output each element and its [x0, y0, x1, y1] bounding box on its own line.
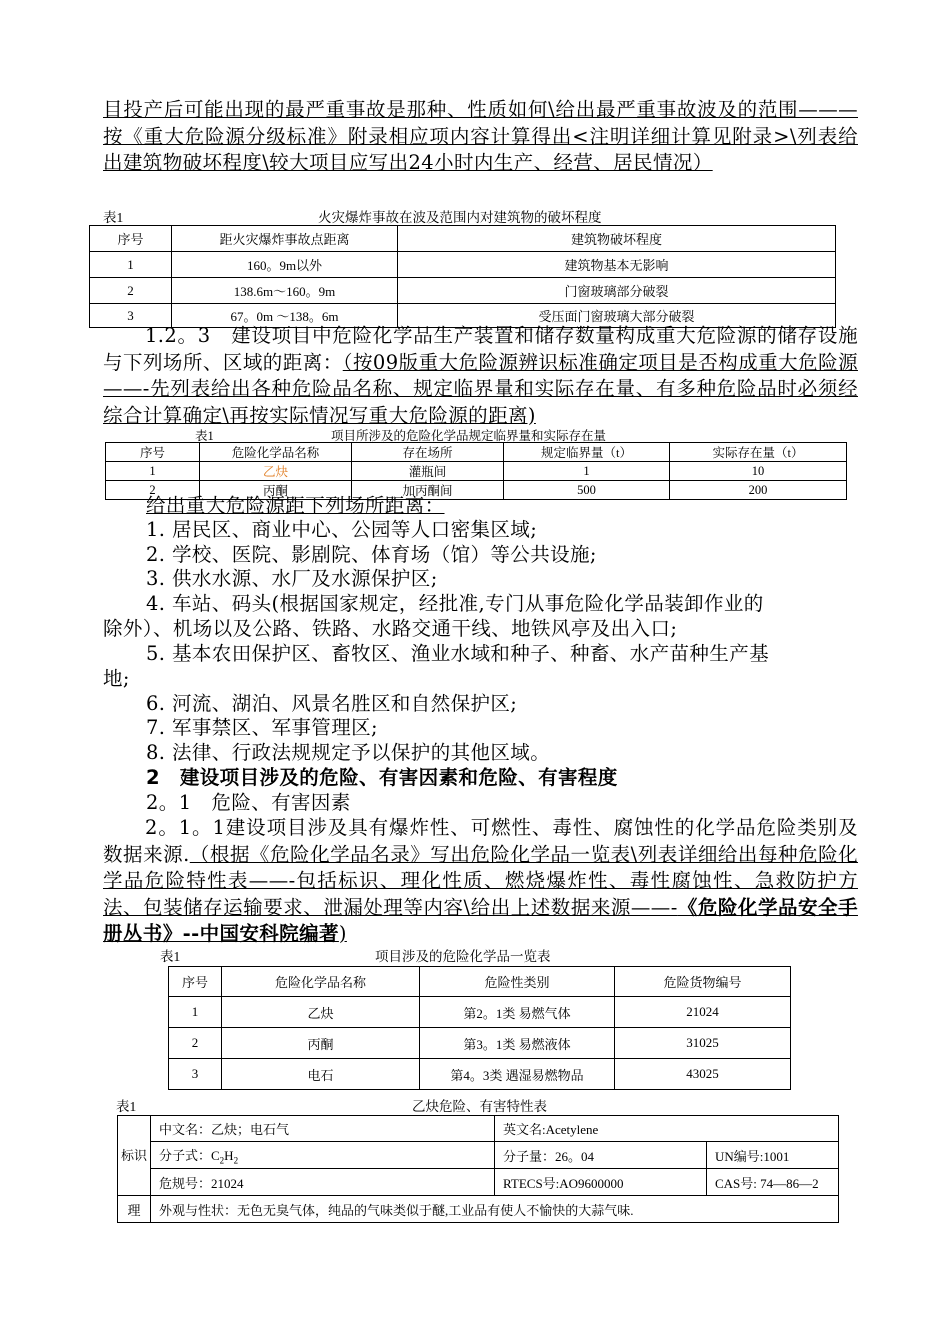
table-cell: 200 — [670, 481, 847, 500]
table-header-cell: 建筑物破坏程度 — [398, 226, 836, 252]
table-cell: 第2。1类 易燃气体 — [420, 997, 615, 1028]
table-header-cell: 序号 — [169, 967, 222, 997]
table4-title: 乙炔危险、有害特性表 — [412, 1099, 547, 1114]
section-2-1-1 — [103, 815, 858, 948]
table-cell: 3 — [90, 304, 172, 328]
table-header-cell: 存在场所 — [352, 443, 504, 462]
table-row — [106, 462, 847, 481]
table-cell: 建筑物基本无影响 — [398, 252, 836, 278]
table3 — [168, 966, 791, 1090]
table1-label: 表1 — [103, 210, 124, 225]
identity-group-cell: 标识 — [118, 1116, 151, 1196]
table-cell: 31025 — [615, 1028, 791, 1059]
table-header-row — [169, 967, 791, 997]
table-row — [90, 252, 836, 278]
rtecs-cell: RTECS号:AO9600000 — [495, 1169, 707, 1196]
table-header-cell: 距火灾爆炸事故点距离 — [172, 226, 398, 252]
table-header-cell: 序号 — [106, 443, 200, 462]
table-cell: 2 — [106, 481, 200, 500]
table-cell: 67。0m ～138。6m — [172, 304, 398, 328]
section-2-1-1-note: （根据《危险化学品名录》写出危险化学品一览表\列表详细给出每种危险化学品危险特性表——-包括标识、理化性质、燃烧爆炸性、毒性腐蚀性、急救防护方法、包装储存运输要求、泄漏处理等内容\给出上述数据来源——- — [103, 842, 859, 919]
table-row — [90, 278, 836, 304]
table-cell: 3 — [169, 1059, 222, 1090]
formula-text: 分子式：C — [159, 1147, 220, 1163]
table-cell: 43025 — [615, 1059, 791, 1090]
section-1-2-3 — [103, 323, 858, 429]
table-cell: 丙酮 — [222, 1028, 420, 1059]
table-cell: 乙炔 — [200, 462, 352, 481]
formula-cell — [151, 1142, 495, 1169]
table-header-cell: 危险化学品名称 — [222, 967, 420, 997]
section-2-1-1-source: 《危险化学品安全手册丛书》--中国安科院编著 — [103, 895, 858, 945]
list-item: 2. 学校、医院、影剧院、体育场（馆）等公共设施; — [146, 543, 597, 566]
table-header-cell: 实际存在量（t） — [670, 443, 847, 462]
table-row — [169, 997, 791, 1028]
formula-sub: 2 — [219, 1155, 225, 1166]
table4-label: 表1 — [116, 1099, 137, 1114]
table-row — [118, 1196, 839, 1223]
un-cell: UN编号:1001 — [707, 1142, 839, 1169]
section-1-2-3-note: （按09版重大危险源辨识标准确定项目是否构成重大危险源——-先列表给出各种危险品名称、规定临界量和实际存在量、有多种危险品时必须经综合计算确定\再按实际情况写重大危险源的距离) — [103, 350, 858, 427]
distances-heading: 给出重大危险源距下列场所距离： — [146, 494, 445, 517]
table3-label: 表1 — [160, 949, 181, 964]
table-cell: 受压面门窗玻璃大部分破裂 — [398, 304, 836, 328]
table-cell: 第3。1类 易燃液体 — [420, 1028, 615, 1059]
table-cell: 2 — [90, 278, 172, 304]
list-item: 5. 基本农田保护区、畜牧区、渔业水域和种子、种畜、水产苗种生产基 — [146, 642, 770, 665]
danger-no-cell: 危规号：21024 — [151, 1169, 495, 1196]
section-1-2-3-text: 1.2。3 建设项目中危险化学品生产装置和储存数量构成重大危险源的储存设施与下列场所、区域的距离： — [103, 324, 858, 374]
table-cell: 第4。3类 遇湿易燃物品 — [420, 1059, 615, 1090]
table-cell: 加丙酮间 — [352, 481, 504, 500]
table-cell: 10 — [670, 462, 847, 481]
table-cell: 灌瓶间 — [352, 462, 504, 481]
table-row — [169, 1028, 791, 1059]
list-item: 地; — [103, 667, 130, 690]
formula-sub: 2 — [233, 1155, 239, 1166]
table-cell: 1 — [90, 252, 172, 278]
table-row — [118, 1169, 839, 1196]
table-header-cell: 危险性类别 — [420, 967, 615, 997]
list-item: 除外）、机场以及公路、铁路、水路交通干线、地铁风亭及出入口; — [103, 617, 678, 640]
table2-title: 项目所涉及的危险化学品规定临界量和实际存在量 — [331, 429, 607, 443]
list-item: 7. 军事禁区、军事管理区; — [146, 716, 378, 739]
table-cell: 160。9m以外 — [172, 252, 398, 278]
table2-label: 表1 — [195, 429, 214, 443]
table-row — [169, 1059, 791, 1090]
section-2-1-1-end: ) — [338, 922, 347, 945]
table2 — [105, 442, 847, 500]
table-header-cell: 危险化学品名称 — [200, 443, 352, 462]
table-header-row — [90, 226, 836, 252]
table-cell: 2 — [169, 1028, 222, 1059]
table-row — [118, 1142, 839, 1169]
cn-name-cell: 中文名：乙炔；电石气 — [151, 1116, 495, 1142]
table-header-cell: 危险货物编号 — [615, 967, 791, 997]
table-cell: 丙酮 — [200, 481, 352, 500]
list-item: 4. 车站、码头(根据国家规定，经批准,专门从事危险化学品装卸作业的 — [146, 592, 764, 615]
intro-paragraph: 目投产后可能出现的最严重事故是那种、性质如何\给出最严重事故波及的范围———按《重大危险源分级标准》附录相应项内容计算得出<注明详细计算见附录>\列表给出建筑物破坏程度\较大项目应写出24小时内生产、经营、居民情况） — [103, 98, 858, 174]
list-item: 3. 供水水源、水厂及水源保护区; — [146, 567, 438, 590]
table-cell: 138.6m～160。9m — [172, 278, 398, 304]
table-cell: 500 — [504, 481, 670, 500]
table1 — [89, 225, 836, 328]
table-cell: 乙炔 — [222, 997, 420, 1028]
table-cell: 1 — [106, 462, 200, 481]
section-2-1-1-text: 2。1。1建设项目涉及具有爆炸性、可燃性、毒性、腐蚀性的化学品危险类别及数据来源. — [103, 816, 858, 866]
table-header-row — [106, 443, 847, 462]
table-row — [118, 1116, 839, 1142]
table4 — [117, 1115, 839, 1223]
en-name-cell: 英文名:Acetylene — [495, 1116, 839, 1142]
table-cell: 门窗玻璃部分破裂 — [398, 278, 836, 304]
appearance-cell: 外观与性状：无色无臭气体，纯品的气味类似于醚,工业品有使人不愉快的大蒜气味. — [151, 1196, 839, 1223]
table-cell: 1 — [169, 997, 222, 1028]
table-cell: 1 — [504, 462, 670, 481]
section-2-1-title: 2。1 危险、有害因素 — [146, 791, 351, 814]
section-2-title: 2 建设项目涉及的危险、有害因素和危险、有害程度 — [146, 766, 618, 789]
table-header-cell: 序号 — [90, 226, 172, 252]
list-item: 1. 居民区、商业中心、公园等人口密集区域; — [146, 518, 538, 541]
formula-text: H — [224, 1147, 234, 1163]
physical-group-cell: 理 — [118, 1196, 151, 1223]
table3-title: 项目涉及的危险化学品一览表 — [375, 949, 551, 964]
list-item: 8. 法律、行政法规规定予以保护的其他区域。 — [146, 741, 551, 764]
table1-title: 火灾爆炸事故在波及范围内对建筑物的破坏程度 — [318, 210, 602, 225]
mass-cell: 分子量：26。04 — [495, 1142, 707, 1169]
table-header-cell: 规定临界量（t） — [504, 443, 670, 462]
cas-cell: CAS号: 74—86—2 — [707, 1169, 839, 1196]
table-cell: 21024 — [615, 997, 791, 1028]
table-cell: 电石 — [222, 1059, 420, 1090]
list-item: 6. 河流、湖泊、风景名胜区和自然保护区; — [146, 692, 518, 715]
